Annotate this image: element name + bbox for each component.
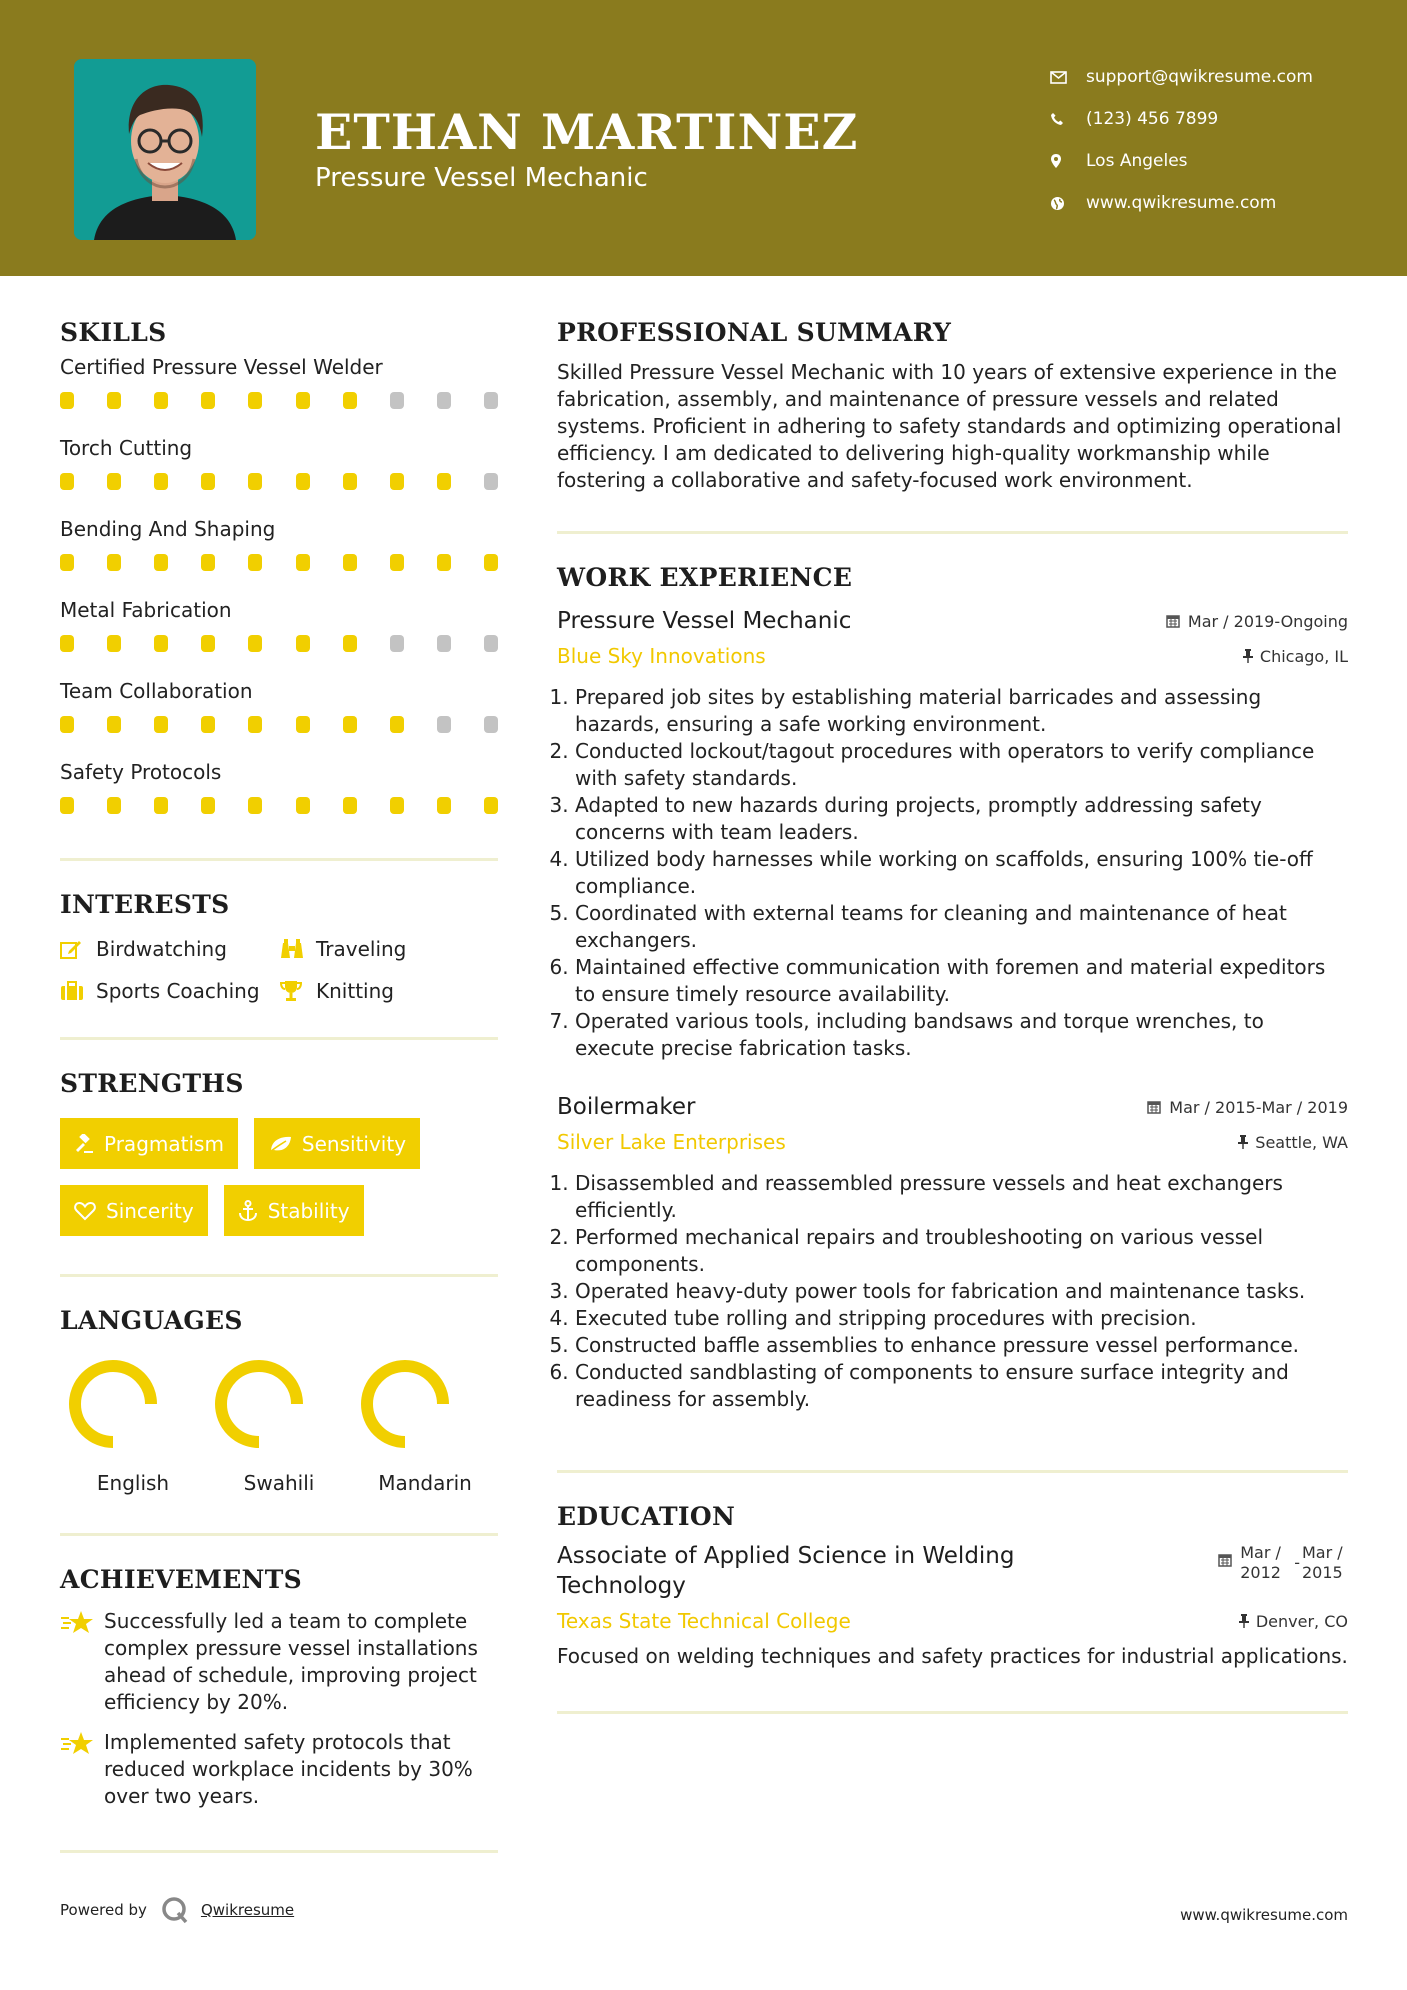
strength-chip: Stability: [224, 1185, 364, 1236]
location-pin-icon: [1050, 153, 1086, 169]
summary-text: Skilled Pressure Vessel Mechanic with 10 years of extensive experience in the fabrication, assembly, and maintenance of pressure vessels and related systems. Proficient in adhering to safety standards and optimizing operational efficiency. I am dedicated to delivering high-quality workmanship while fostering a collaborative and safety-focused work environment.: [557, 360, 1342, 492]
job-duties: [557, 684, 1348, 1062]
contact-phone[interactable]: (123) 456 7899: [1050, 98, 1313, 140]
job-head: [557, 608, 1348, 634]
star-icon: [60, 1608, 104, 1716]
job-head: [557, 1094, 1348, 1120]
binoculars-icon: [280, 938, 316, 960]
achievement-item: Implemented safety protocols that reduced workplace incidents by 30% over two years.: [60, 1729, 498, 1810]
section-divider: [60, 1533, 498, 1536]
section-divider: [60, 858, 498, 861]
contact-list: [1050, 56, 1313, 224]
contact-location: Los Angeles: [1050, 140, 1313, 182]
rating-dot: [154, 392, 168, 409]
pencil-icon: [60, 939, 96, 959]
duty-item: 5. Constructed baffle assemblies to enhance pressure vessel performance.: [575, 1332, 1348, 1359]
strength-chip: Sincerity: [60, 1185, 208, 1236]
strengths-section: [60, 1069, 498, 1236]
job-entry: [557, 1094, 1348, 1413]
envelope-icon: [1050, 71, 1086, 84]
rating-dot: [296, 554, 310, 571]
rating-dot: [437, 473, 451, 490]
rating-dot: [343, 392, 357, 409]
job-sub: [557, 644, 1348, 668]
experience-heading: WORK EXPERIENCE: [557, 563, 853, 592]
skill-item: [60, 436, 498, 509]
duty-item: 6. Conducted sandblasting of components to ensure surface integrity and readiness for assembly.: [575, 1359, 1348, 1413]
language-item: [60, 1359, 206, 1495]
skill-name: Team Collaboration: [60, 679, 253, 703]
section-divider: [557, 531, 1348, 534]
job-title: Pressure Vessel Mechanic: [557, 608, 852, 634]
skills-list: [60, 355, 498, 833]
duty-item: 1. Disassembled and reassembled pressure vessels and heat exchangers efficiently.: [575, 1170, 1348, 1224]
education-sub: [557, 1609, 1348, 1633]
rating-dot: [154, 473, 168, 490]
rating-dot: [201, 554, 215, 571]
degree-title: Associate of Applied Science in Welding Technology: [557, 1543, 1015, 1599]
skill-rating: [60, 392, 498, 409]
duty-item: 4. Utilized body harnesses while working on scaffolds, ensuring 100% tie-off compliance.: [575, 846, 1348, 900]
person-avatar-icon: [74, 59, 256, 240]
rating-dot: [154, 635, 168, 652]
pushpin-icon: [1239, 1614, 1249, 1628]
profile-photo: [74, 59, 256, 240]
duty-item: 2. Conducted lockout/tagout procedures with operators to verify compliance with safety standards.: [575, 738, 1348, 792]
rating-dot: [201, 797, 215, 814]
strengths-heading: STRENGTHS: [60, 1069, 244, 1098]
duty-item: 6. Maintained effective communication with foremen and material expeditors to ensure timely resource availability.: [575, 954, 1348, 1008]
footer-powered-by: Powered by Qwikresume: [60, 1896, 294, 1924]
rating-dot: [484, 797, 498, 814]
rating-dot: [343, 554, 357, 571]
education-heading: EDUCATION: [557, 1502, 736, 1531]
school-name: Texas State Technical College: [557, 1609, 851, 1633]
section-divider: [60, 1037, 498, 1040]
skill-item: [60, 517, 498, 590]
rating-dot: [201, 716, 215, 733]
calendar-icon: [1218, 1553, 1232, 1567]
duty-item: 4. Executed tube rolling and stripping procedures with precision.: [575, 1305, 1348, 1332]
qwikresume-link[interactable]: Qwikresume: [200, 1901, 295, 1919]
language-level-ring: [68, 1359, 158, 1449]
skill-rating: [60, 716, 498, 733]
rating-dot: [484, 473, 498, 490]
skill-name: Safety Protocols: [60, 760, 222, 784]
skills-heading: SKILLS: [60, 318, 167, 347]
rating-dot: [296, 473, 310, 490]
language-level-arc: [367, 1366, 443, 1442]
phone-icon: [1050, 112, 1086, 126]
rating-dot: [390, 797, 404, 814]
rating-dot: [60, 554, 74, 571]
experience-section: [557, 563, 1348, 1413]
job-duties: [557, 1170, 1348, 1413]
trophy-icon: [280, 980, 316, 1002]
skill-rating: [60, 554, 498, 571]
skill-name: Metal Fabrication: [60, 598, 232, 622]
interest-item: Traveling: [280, 937, 498, 961]
interest-item: Sports Coaching: [60, 979, 280, 1003]
language-level-ring: [360, 1359, 450, 1449]
rating-dot: [201, 392, 215, 409]
rating-dot: [343, 797, 357, 814]
candidate-name: ETHAN MARTINEZ: [315, 103, 859, 161]
qwikresume-logo-icon: [161, 1896, 189, 1924]
globe-icon: [1050, 196, 1086, 211]
rating-dot: [60, 797, 74, 814]
contact-website[interactable]: www.qwikresume.com: [1050, 182, 1313, 224]
rating-dot: [390, 635, 404, 652]
skill-name: Certified Pressure Vessel Welder: [60, 355, 383, 379]
rating-dot: [437, 554, 451, 571]
rating-dot: [60, 473, 74, 490]
strengths-list: [60, 1118, 498, 1236]
footer-url[interactable]: www.qwikresume.com: [1180, 1906, 1348, 1924]
duty-item: 1. Prepared job sites by establishing material barricades and assessing hazards, ensuring a safe working environment.: [575, 684, 1348, 738]
languages-heading: LANGUAGES: [60, 1306, 243, 1335]
language-name: Swahili: [243, 1471, 315, 1495]
education-date: Mar / 2012 - Mar / 2015: [1218, 1543, 1348, 1583]
strength-chip: Pragmatism: [60, 1118, 238, 1169]
calendar-icon: [1166, 614, 1180, 628]
rating-dot: [107, 716, 121, 733]
languages-section: [60, 1306, 498, 1495]
rating-dot: [248, 473, 262, 490]
heart-icon: [74, 1201, 96, 1221]
rating-dot: [437, 716, 451, 733]
company-name: Blue Sky Innovations: [557, 644, 766, 668]
achievement-item: Successfully led a team to complete complex pressure vessel installations ahead of schedule, improving project efficiency by 20%.: [60, 1608, 498, 1716]
interest-item: Knitting: [280, 979, 498, 1003]
education-description: Focused on welding techniques and safety practices for industrial applications.: [557, 1644, 1348, 1668]
rating-dot: [60, 716, 74, 733]
rating-dot: [343, 473, 357, 490]
section-divider: [60, 1850, 498, 1853]
anchor-icon: [238, 1200, 258, 1222]
rating-dot: [390, 716, 404, 733]
rating-dot: [60, 392, 74, 409]
resume-header: [0, 0, 1407, 276]
calendar-icon: [1147, 1100, 1161, 1114]
rating-dot: [390, 554, 404, 571]
contact-email[interactable]: support@qwikresume.com: [1050, 56, 1313, 98]
skill-rating: [60, 473, 498, 490]
education-section: [557, 1502, 1348, 1670]
rating-dot: [390, 473, 404, 490]
pushpin-icon: [1238, 1135, 1248, 1149]
language-item: [352, 1359, 498, 1495]
rating-dot: [107, 392, 121, 409]
rating-dot: [154, 797, 168, 814]
language-level-ring: [214, 1359, 304, 1449]
rating-dot: [484, 554, 498, 571]
education-location: Denver, CO: [1239, 1612, 1348, 1631]
interests-section: [60, 890, 498, 1003]
rating-dot: [107, 554, 121, 571]
job-date: Mar / 2019-Ongoing: [1166, 612, 1348, 631]
rating-dot: [107, 473, 121, 490]
language-level-arc: [221, 1366, 297, 1442]
strength-chip: Sensitivity: [254, 1118, 420, 1169]
rating-dot: [437, 392, 451, 409]
duty-item: 2. Performed mechanical repairs and troubleshooting on various vessel components.: [575, 1224, 1348, 1278]
rating-dot: [107, 635, 121, 652]
job-location: Seattle, WA: [1238, 1133, 1348, 1152]
rating-dot: [484, 635, 498, 652]
rating-dot: [107, 797, 121, 814]
job-title: Boilermaker: [557, 1094, 696, 1120]
rating-dot: [154, 716, 168, 733]
rating-dot: [201, 635, 215, 652]
rating-dot: [296, 716, 310, 733]
gavel-icon: [74, 1134, 94, 1154]
summary-section: [557, 318, 1348, 494]
skill-rating: [60, 635, 498, 652]
rating-dot: [437, 797, 451, 814]
achievements-heading: ACHIEVEMENTS: [60, 1565, 302, 1594]
section-divider: [557, 1711, 1348, 1714]
rating-dot: [296, 635, 310, 652]
job-date: Mar / 2015-Mar / 2019: [1147, 1098, 1348, 1117]
job-location: Chicago, IL: [1243, 647, 1348, 666]
skill-name: Bending And Shaping: [60, 517, 276, 541]
skill-name: Torch Cutting: [60, 436, 193, 460]
skill-item: [60, 760, 498, 833]
briefcase-icon: [60, 981, 96, 1001]
rating-dot: [154, 554, 168, 571]
company-name: Silver Lake Enterprises: [557, 1130, 786, 1154]
right-column: [557, 318, 1348, 1714]
education-head: [557, 1541, 1348, 1601]
rating-dot: [248, 716, 262, 733]
language-name: English: [96, 1471, 170, 1495]
summary-heading: PROFESSIONAL SUMMARY: [557, 318, 952, 347]
jobs-list: [557, 608, 1348, 1413]
duty-item: 7. Operated various tools, including bandsaws and torque wrenches, to execute precise fabrication tasks.: [575, 1008, 1348, 1062]
candidate-title: Pressure Vessel Mechanic: [315, 163, 648, 193]
job-entry: [557, 608, 1348, 1062]
pushpin-icon: [1243, 649, 1253, 663]
rating-dot: [484, 716, 498, 733]
rating-dot: [248, 554, 262, 571]
languages-list: [60, 1359, 498, 1495]
star-icon: [60, 1729, 104, 1810]
rating-dot: [248, 392, 262, 409]
duty-item: 3. Adapted to new hazards during projects, promptly addressing safety concerns with team leaders.: [575, 792, 1348, 846]
language-item: [206, 1359, 352, 1495]
duty-item: 5. Coordinated with external teams for cleaning and maintenance of heat exchangers.: [575, 900, 1348, 954]
section-divider: [557, 1470, 1348, 1473]
interest-item: Birdwatching: [60, 937, 280, 961]
interests-heading: INTERESTS: [60, 890, 230, 919]
language-name: Mandarin: [378, 1471, 472, 1495]
leaf-icon: [268, 1135, 292, 1153]
rating-dot: [296, 797, 310, 814]
rating-dot: [248, 797, 262, 814]
rating-dot: [296, 392, 310, 409]
job-sub: [557, 1130, 1348, 1154]
language-level-arc: [75, 1366, 151, 1442]
skill-item: [60, 679, 498, 752]
rating-dot: [484, 392, 498, 409]
rating-dot: [248, 635, 262, 652]
skills-section: [60, 318, 498, 833]
rating-dot: [343, 635, 357, 652]
rating-dot: [60, 635, 74, 652]
rating-dot: [437, 635, 451, 652]
interests-list: [60, 937, 498, 1003]
duty-item: 3. Operated heavy-duty power tools for fabrication and maintenance tasks.: [575, 1278, 1348, 1305]
skill-rating: [60, 797, 498, 814]
section-divider: [60, 1274, 498, 1277]
rating-dot: [343, 716, 357, 733]
achievements-section: [60, 1565, 498, 1810]
skill-item: [60, 598, 498, 671]
rating-dot: [201, 473, 215, 490]
left-column: [60, 318, 498, 1853]
skill-item: [60, 355, 498, 428]
rating-dot: [390, 392, 404, 409]
